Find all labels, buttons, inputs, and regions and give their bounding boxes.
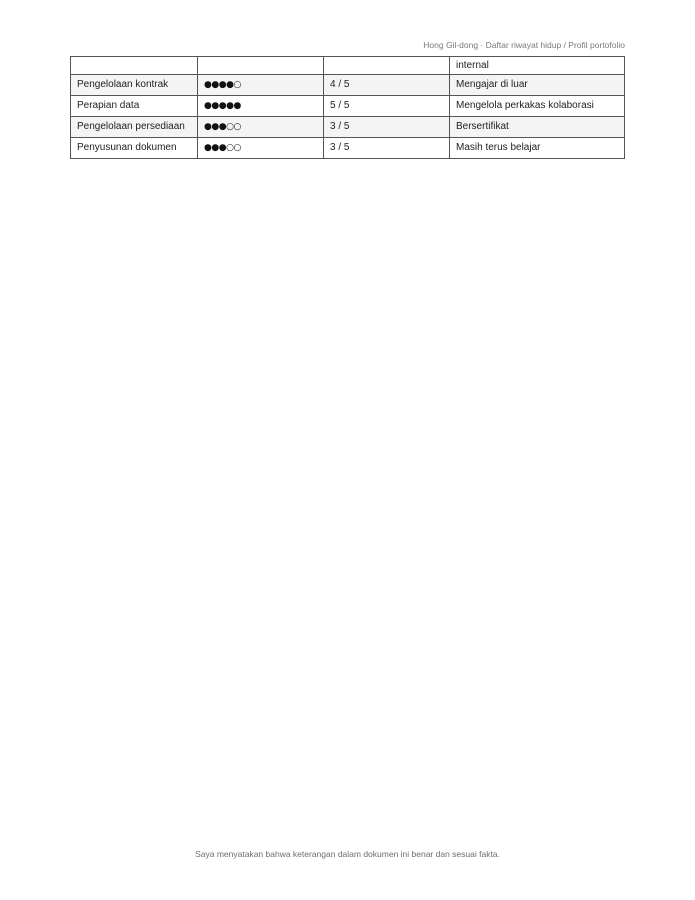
empty-dot-icon: ○ bbox=[233, 143, 241, 153]
filled-dot-icon: ● bbox=[218, 80, 227, 90]
empty-dot-icon: ○ bbox=[226, 143, 234, 153]
rating-dots bbox=[204, 101, 241, 111]
filled-dot-icon: ● bbox=[218, 143, 227, 153]
rating-dots bbox=[204, 143, 241, 153]
filled-dot-icon: ● bbox=[211, 122, 219, 132]
note-cell: Masih terus belajar bbox=[450, 138, 625, 159]
skills-table bbox=[70, 56, 625, 159]
skill-cell: Pengelolaan kontrak bbox=[71, 75, 198, 96]
skill-cell: Perapian data bbox=[71, 96, 198, 117]
filled-dot-icon: ● bbox=[204, 122, 212, 132]
filled-dot-icon: ● bbox=[233, 101, 241, 111]
score-cell: 3 / 5 bbox=[324, 117, 450, 138]
score-cell: 4 / 5 bbox=[324, 75, 450, 96]
note-cell: Mengelola perkakas kolaborasi bbox=[450, 96, 625, 117]
table-row bbox=[71, 75, 625, 96]
rating-dots-cell bbox=[198, 96, 324, 117]
score-cell: 5 / 5 bbox=[324, 96, 450, 117]
filled-dot-icon: ● bbox=[204, 80, 212, 90]
table-row bbox=[71, 138, 625, 159]
rating-dots-cell bbox=[198, 57, 324, 75]
rating-dots-cell bbox=[198, 138, 324, 159]
filled-dot-icon: ● bbox=[204, 143, 212, 153]
filled-dot-icon: ● bbox=[218, 122, 227, 132]
filled-dot-icon: ● bbox=[211, 143, 219, 153]
table-row bbox=[71, 96, 625, 117]
filled-dot-icon: ● bbox=[211, 80, 219, 90]
rating-dots-cell bbox=[198, 75, 324, 96]
note-cell: Bersertifikat bbox=[450, 117, 625, 138]
table-row-continued bbox=[71, 57, 625, 75]
empty-dot-icon: ○ bbox=[233, 80, 241, 90]
empty-dot-icon: ○ bbox=[226, 122, 234, 132]
filled-dot-icon: ● bbox=[226, 101, 234, 111]
filled-dot-icon: ● bbox=[211, 101, 219, 111]
rating-dots-cell bbox=[198, 117, 324, 138]
score-cell bbox=[324, 57, 450, 75]
declaration-footer: Saya menyatakan bahwa keterangan dalam dokumen ini benar dan sesuai fakta. bbox=[195, 849, 500, 859]
skill-cell: Pengelolaan persediaan bbox=[71, 117, 198, 138]
rating-dots bbox=[204, 80, 241, 90]
skill-cell bbox=[71, 57, 198, 75]
page-header: Hong Gil-dong · Daftar riwayat hidup / Profil portofolio bbox=[423, 40, 625, 50]
score-cell: 3 / 5 bbox=[324, 138, 450, 159]
rating-dots bbox=[204, 122, 241, 132]
filled-dot-icon: ● bbox=[218, 101, 227, 111]
empty-dot-icon: ○ bbox=[233, 122, 241, 132]
note-cell: internal bbox=[450, 57, 625, 75]
filled-dot-icon: ● bbox=[204, 101, 212, 111]
table-row bbox=[71, 117, 625, 138]
note-cell: Mengajar di luar bbox=[450, 75, 625, 96]
filled-dot-icon: ● bbox=[226, 80, 234, 90]
skill-cell: Penyusunan dokumen bbox=[71, 138, 198, 159]
